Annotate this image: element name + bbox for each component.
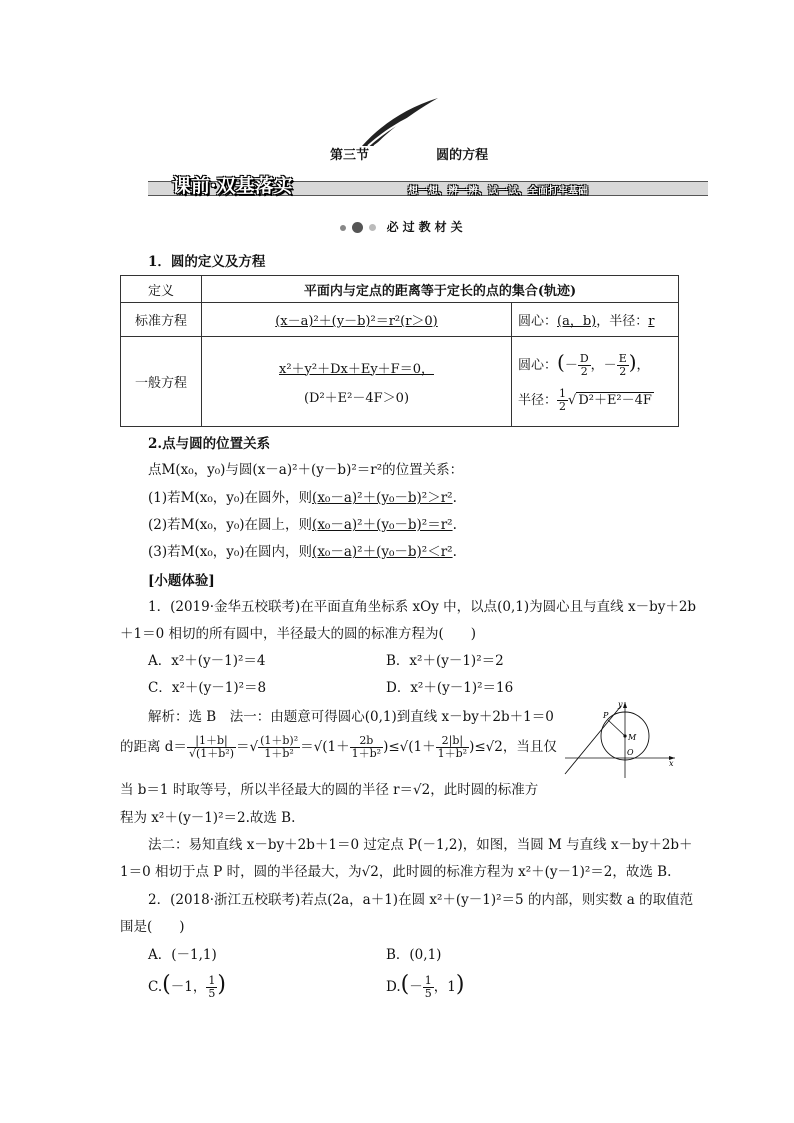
q1-option-a: A．x²＋(y－1)²＝4	[148, 653, 266, 669]
part1-heading: 1．圆的定义及方程	[148, 254, 266, 270]
solution-text: 解析：选 B 法一：由题意可得圆心(0,1)到直线 x－by＋2b＋1＝0	[148, 709, 554, 725]
cell-gen-center-radius: 圆心：(－ $\frac{D}{2}$ ，－ $\frac{E}{2}$ )， 半径： $\frac{1}{2}$ √ D²＋E²－4F	[512, 337, 679, 427]
q1-text: ＋1＝0 相切的所有圆中，半径最大的圆的标准方程为( )	[120, 626, 477, 642]
cell-std-center: 圆心：(a，b)，半径：r	[512, 303, 679, 337]
bullet-icon	[352, 222, 363, 233]
q2-option-c: C.(－1， $\frac{1}{5}$ )	[148, 972, 226, 1000]
label-y: y	[618, 700, 623, 709]
part2-heading: 2.点与圆的位置关系	[148, 436, 271, 452]
bullet-icon	[369, 224, 376, 231]
section-tag: 必过教材关	[340, 218, 467, 235]
solution-text: 法二：易知直线 x－by＋2b＋1＝0 过定点 P(－1,2)，如图，当圆 M 与直线 x－by＋2b＋	[148, 837, 693, 853]
q1-text: 1．(2019·金华五校联考)在平面直角坐标系 xOy 中，以点(0,1)为圆心且与直线 x－by＋2b	[148, 599, 697, 615]
banner-title: 课前·双基落实	[172, 175, 293, 197]
cell-gen-label: 一般方程	[121, 337, 202, 427]
label-p: P	[603, 711, 609, 720]
q1-option-c: C．x²＋(y－1)²＝8	[148, 680, 267, 696]
label-x: x	[669, 759, 674, 768]
q2-text: 围是( )	[120, 919, 185, 935]
cell-std-eq: (x－a)²＋(y－b)²＝r²(r＞0)	[202, 303, 512, 337]
position-item: (2)若M(x₀，y₀)在圆上，则(x₀－a)²＋(y₀－b)²＝r².	[148, 517, 457, 533]
label-m: M	[628, 733, 637, 742]
practice-heading: [小题体验]	[148, 573, 215, 589]
section-title: 圆的方程	[436, 148, 489, 163]
part2-intro: 点M(x₀，y₀)与圆(x－a)²＋(y－b)²＝r²的位置关系：	[148, 462, 464, 478]
bullet-icon	[340, 225, 346, 231]
solution-text: 当 b＝1 时取等号，所以半径最大的圆的半径 r＝√2，此时圆的标准方	[120, 782, 539, 798]
chapter-title	[330, 144, 488, 163]
solution-text: 程为 x²＋(y－1)²＝2.故选 B.	[120, 810, 296, 826]
q2-option-b: B．(0,1)	[386, 947, 442, 963]
position-item: (3)若M(x₀，y₀)在圆内，则(x₀－a)²＋(y₀－b)²＜r².	[148, 544, 457, 560]
section-number: 第三节	[330, 148, 370, 163]
q2-text: 2．(2018·浙江五校联考)若点(2a，a＋1)在圆 x²＋(y－1)²＝5 的内部，则实数 a 的取值范	[148, 892, 694, 908]
q1-option-b: B．x²＋(y－1)²＝2	[386, 653, 504, 669]
cell-gen-eq: x²＋y²＋Dx＋Ey＋F＝0， (D²＋E²－4F＞0)	[202, 337, 512, 427]
header-swoosh-graphic	[360, 96, 440, 148]
definition-table	[120, 275, 679, 427]
circle-tangent-figure	[563, 698, 678, 780]
label-o: O	[627, 748, 634, 757]
q2-option-a: A．(－1,1)	[148, 947, 217, 963]
banner-subtitle: 想一想、辨一辨、试一试、全面打牢基础	[408, 186, 588, 197]
cell-def-label: 定义	[121, 276, 202, 303]
solution-formula: 的距离 d＝ $\frac{|1+b|}{\text{√(1＋b²)}}$ ＝√ $\frac{\text{(1＋b)²}}{\text{1＋b²}}$ ＝√(1＋ $\frac{2b}{\text{1＋b²}}$ )≤√(1＋ $\frac{2|b|}{\text{1＋b²}}$ )≤√2，当且仅	[120, 734, 557, 760]
section-banner	[148, 176, 708, 198]
solution-text: 1＝0 相切于点 P 时，圆的半径最大，为√2，此时圆的标准方程为 x²＋(y－1)²＝2，故选 B.	[120, 864, 672, 880]
q1-option-d: D．x²＋(y－1)²＝16	[386, 680, 514, 696]
q2-option-d: D.(－ $\frac{1}{5}$ ，1)	[386, 972, 465, 1000]
cell-std-label: 标准方程	[121, 303, 202, 337]
cell-def-text: 平面内与定点的距离等于定长的点的集合(轨迹)	[202, 276, 679, 303]
position-item: (1)若M(x₀，y₀)在圆外，则(x₀－a)²＋(y₀－b)²＞r².	[148, 490, 457, 506]
